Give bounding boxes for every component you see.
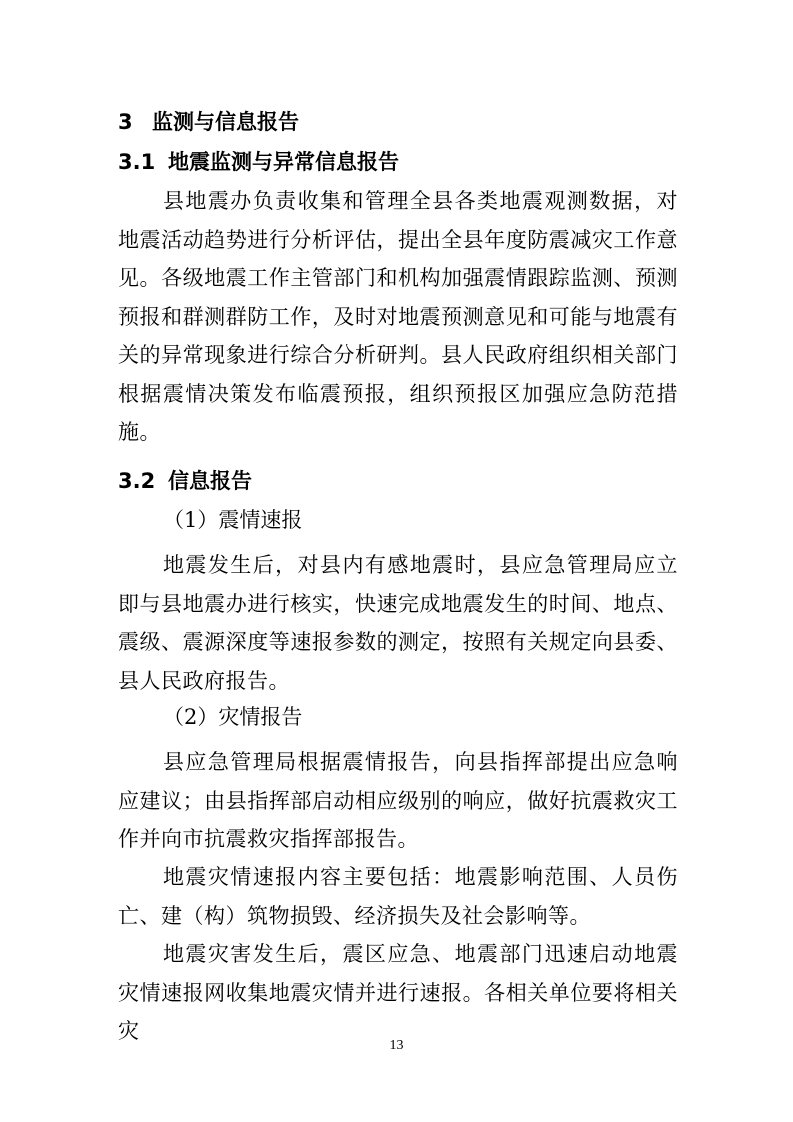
- section-title: 监测与信息报告: [152, 110, 299, 134]
- section-number: 3: [118, 110, 133, 134]
- subsection-heading-3-2: [118, 464, 252, 498]
- section-heading-3: [118, 105, 299, 139]
- paragraph-disaster-content: 地震灾情速报内容主要包括：地震影响范围、人员伤亡、建（构）筑物损毁、经济损失及社会影响等。: [118, 865, 678, 928]
- subsection-heading-3-1: [118, 145, 399, 179]
- paragraph-earthquake-report: 地震发生后，对县内有感地震时，县应急管理局应立即与县地震办进行核实，快速完成地震发生的时间、地点、震级、震源深度等速报参数的测定，按照有关规定向县委、县人民政府报告。: [118, 553, 678, 693]
- subsection-title: 地震监测与异常信息报告: [168, 150, 399, 174]
- subsection-number: 3.2: [118, 469, 156, 493]
- paragraph-disaster-report: 县应急管理局根据震情报告，向县指挥部提出应急响应建议；由县指挥部启动相应级别的响应，做好抗震救灾工作并向市抗震救灾指挥部报告。: [118, 750, 678, 851]
- subsection-title: 信息报告: [168, 469, 252, 493]
- paragraph-disaster-response: 地震灾害发生后，震区应急、地震部门迅速启动地震灾情速报网收集地震灾情并进行速报。各相关单位要将相关灾: [118, 942, 678, 1043]
- item-heading-earthquake-report: （1）震情速报: [163, 508, 303, 532]
- subsection-number: 3.1: [118, 150, 156, 174]
- page-number: 13: [389, 1038, 404, 1053]
- item-heading-disaster-report: （2）灾情报告: [163, 705, 303, 729]
- paragraph-monitoring: 县地震办负责收集和管理全县各类地震观测数据，对地震活动趋势进行分析评估，提出全县年度防震减灾工作意见。各级地震工作主管部门和机构加强震情跟踪监测、预测预报和群测群防工作，及时对地震预测意见和可能与地震有关的异常现象进行综合分析研判。县人民政府组织相关部门根据震情决策发布临震预报，组织预报区加强应急防范措施。: [118, 189, 678, 444]
